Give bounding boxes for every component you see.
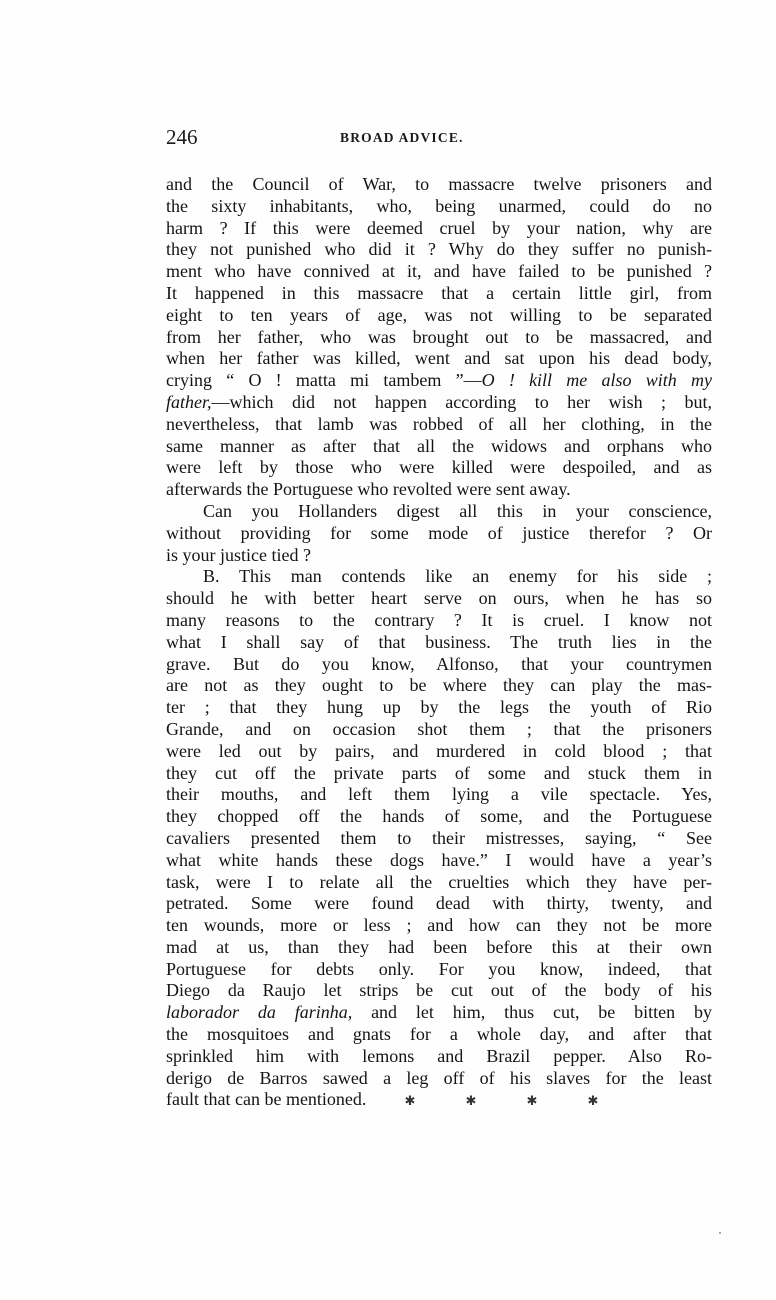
text-run: and let him, thus cut, be bitten by [352,1002,712,1023]
text-line: many reasons to the contrary ? It is cruel. I know not [166,609,712,630]
italic-text-run: father, [166,391,212,412]
asterisk-icon: ✱ [526,1093,538,1109]
text-line [166,370,712,392]
text-line: their mouths, and left them lying a vile spectacle. Yes, [166,784,712,805]
text-line: afterwards the Portuguese who revolted were sent away. [166,479,571,500]
text-line: nevertheless, that lamb was robbed of all her clothing, in the [166,413,712,434]
text-line [166,1089,712,1111]
text-line [166,392,712,414]
text-line: the sixty inhabitants, who, being unarmed, could do no [166,195,712,216]
text-line: and the Council of War, to massacre twelve prisoners and [166,174,712,194]
text-line: Portuguese for debts only. For you know, indeed, that [166,958,712,979]
text-line: what white hands these dogs have.” I would have a year’s [166,849,712,870]
text-run: —which did not happen according to her wish ; but, [211,391,712,412]
text-line: cavaliers presented them to their mistresses, saying, “ See [166,827,712,848]
body-text [166,174,712,1111]
asterism-ornament [404,1090,648,1112]
page-header [166,125,712,155]
text-line: task, were I to relate all the cruelties which they have per- [166,871,712,892]
text-line: It happened in this massacre that a certain little girl, from [166,282,712,303]
text-line: are not as they ought to be where they can play the mas- [166,675,712,696]
text-line: Can you Hollanders digest all this in your conscience, [203,500,712,521]
text-line: they not punished who did it ? Why do they suffer no punish- [166,239,712,260]
text-line: were led out by pairs, and murdered in cold blood ; that [166,740,712,761]
asterisk-icon: ✱ [404,1093,416,1109]
text-line: the mosquitoes and gnats for a whole day, and after that [166,1024,712,1045]
italic-text-run: laborador da farinha, [166,1002,353,1023]
page-speck [719,1232,721,1234]
text-line: should he with better heart serve on ours, when he has so [166,588,712,609]
text-line: from her father, who was brought out to be massacred, and [166,326,712,347]
text-line: derigo de Barros sawed a leg off of his slaves for the least [166,1067,712,1088]
text-line: ter ; that they hung up by the legs the youth of Rio [166,697,712,718]
last-line-text: fault that can be mentioned. [166,1089,367,1110]
text-line: is your justice tied ? [166,544,311,565]
page-number: 246 [166,125,198,149]
text-line: grave. But do you know, Alfonso, that your countrymen [166,653,712,674]
text-line: when her father was killed, went and sat upon his dead body, [166,348,712,369]
text-line: petrated. Some were found dead with thirty, twenty, and [166,893,712,914]
text-line: same manner as after that all the widows and orphans who [166,435,712,456]
text-line: harm ? If this were deemed cruel by your nation, why are [166,217,712,238]
text-line: eight to ten years of age, was not willing to be separated [166,304,712,325]
text-run: crying “ O ! matta mi tambem ”— [166,370,482,391]
text-line: they cut off the private parts of some and stuck them in [166,762,712,783]
text-line: they chopped off the hands of some, and the Portuguese [166,806,712,827]
text-line: B. This man contends like an enemy for his side ; [203,566,712,587]
asterisk-icon: ✱ [465,1093,477,1109]
text-line: Diego da Raujo let strips be cut out of the body of his [166,980,712,1001]
text-line [166,1002,712,1024]
italic-text-run: O ! kill me also with my [481,370,712,391]
text-line: without providing for some mode of justice therefor ? Or [166,522,712,543]
text-line: what I shall say of that business. The truth lies in the [166,631,712,652]
text-line: were left by those who were killed were despoiled, and as [166,457,712,478]
running-head: BROAD ADVICE. [340,130,464,145]
asterisk-icon: ✱ [587,1093,599,1109]
text-line: ten wounds, more or less ; and how can they not be more [166,915,712,936]
text-line: mad at us, than they had been before this at their own [166,936,712,957]
text-line: Grande, and on occasion shot them ; that the prisoners [166,718,712,739]
text-line: ment who have connived at it, and have failed to be punished ? [166,261,712,282]
text-line: sprinkled him with lemons and Brazil pepper. Also Ro- [166,1045,712,1066]
